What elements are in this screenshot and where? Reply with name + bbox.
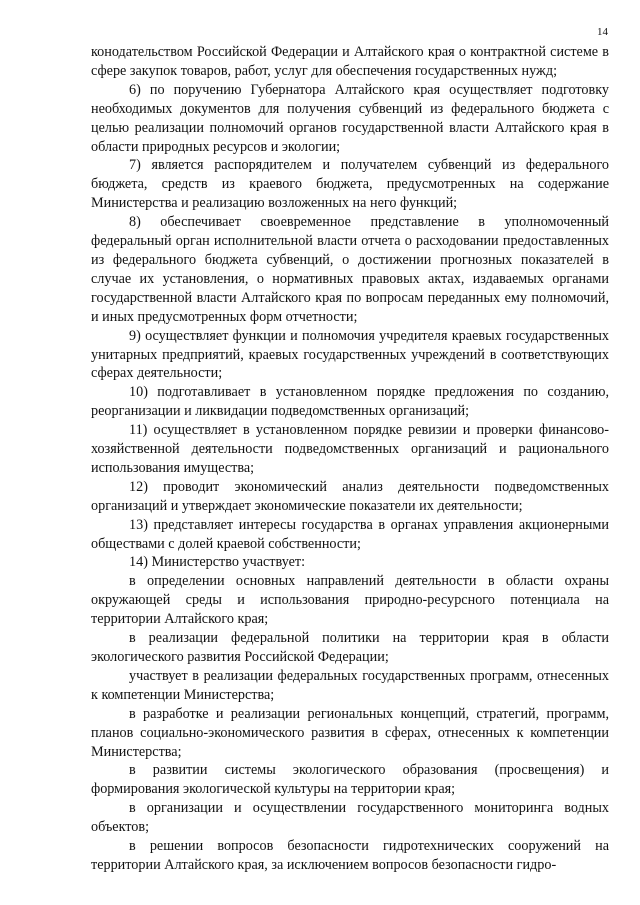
paragraph-item-7: 7) является распорядителем и получателем субвенций из федерального бюджета, средств из краевого бюджета, предусмотренных на содержание Министерства и реализацию возложенных на него функций; [91, 157, 609, 212]
paragraph-subitem: в организации и осуществлении государственного мониторинга водных объектов; [91, 800, 609, 836]
paragraph-item-9: 9) осуществляет функции и полномочия учредителя краевых государственных унитарных предприятий, краевых государственных учреждений в соответствующих сферах деятельности; [91, 327, 609, 382]
paragraph-subitem: в определении основных направлений деятельности в области охраны окружающей среды и использования природно-ресурсного потенциала на территории Алтайского края; [91, 573, 609, 628]
paragraph-subitem: в реализации федеральной политики на территории края в области экологического развития Российской Федерации; [91, 630, 609, 665]
page-number: 14 [597, 26, 608, 38]
paragraph-item-13: 13) представляет интересы государства в органах управления акционерными обществами с долей краевой собственности; [91, 516, 609, 552]
paragraph-item-6: 6) по поручению Губернатора Алтайского края осуществляет подготовку необходимых документов для получения субвенций из федерального бюджета с целью реализации полномочий органов государственной власти Алтайского края в области природных ресурсов и экологии; [91, 81, 609, 155]
paragraph-item-11: 11) осуществляет в установленном порядке ревизии и проверки финансово-хозяйственной деятельности подведомственных организаций и рационального использования имущества; [91, 422, 609, 476]
paragraph-item-14: 14) Министерство участвует: [129, 554, 306, 571]
document-body [91, 43, 609, 875]
paragraph-subitem: в развитии системы экологического образования (просвещения) и формирования экологической культуры на территории края; [91, 762, 609, 798]
paragraph-item-10: 10) подготавливает в установленном порядке предложения по созданию, реорганизации и ликвидации подведомственных организаций; [91, 384, 609, 420]
paragraph-subitem: в решении вопросов безопасности гидротехнических сооружений на территории Алтайского края, за исключением вопросов безопасности гидро- [91, 838, 609, 873]
paragraph-item-12: 12) проводит экономический анализ деятельности подведомственных организаций и утверждает экономические показатели их деятельности; [91, 478, 609, 514]
paragraph-subitem: участвует в реализации федеральных государственных программ, отнесенных к компетенции Министерства; [91, 667, 609, 703]
paragraph-subitem: в разработке и реализации региональных концепций, стратегий, программ, планов социально-экономического развития в сферах, отнесенных к компетенции Министерства; [91, 705, 609, 760]
paragraph-item-8: 8) обеспечивает своевременное представление в уполномоченный федеральный орган исполнительной власти отчета о расходовании предоставленных из федерального бюджета субвенций, о достижении прогнозных показателей в случае их установления, о нормативных правовых актах, издаваемых органами государственной власти Алтайского края по вопросам переданных ему полномочий, и иных предусмотренных форм отчетности; [91, 214, 609, 325]
paragraph-continuation: конодательством Российской Федерации и Алтайского края о контрактной системе в сфере закупок товаров, работ, услуг для обеспечения государственных нужд; [91, 44, 609, 79]
